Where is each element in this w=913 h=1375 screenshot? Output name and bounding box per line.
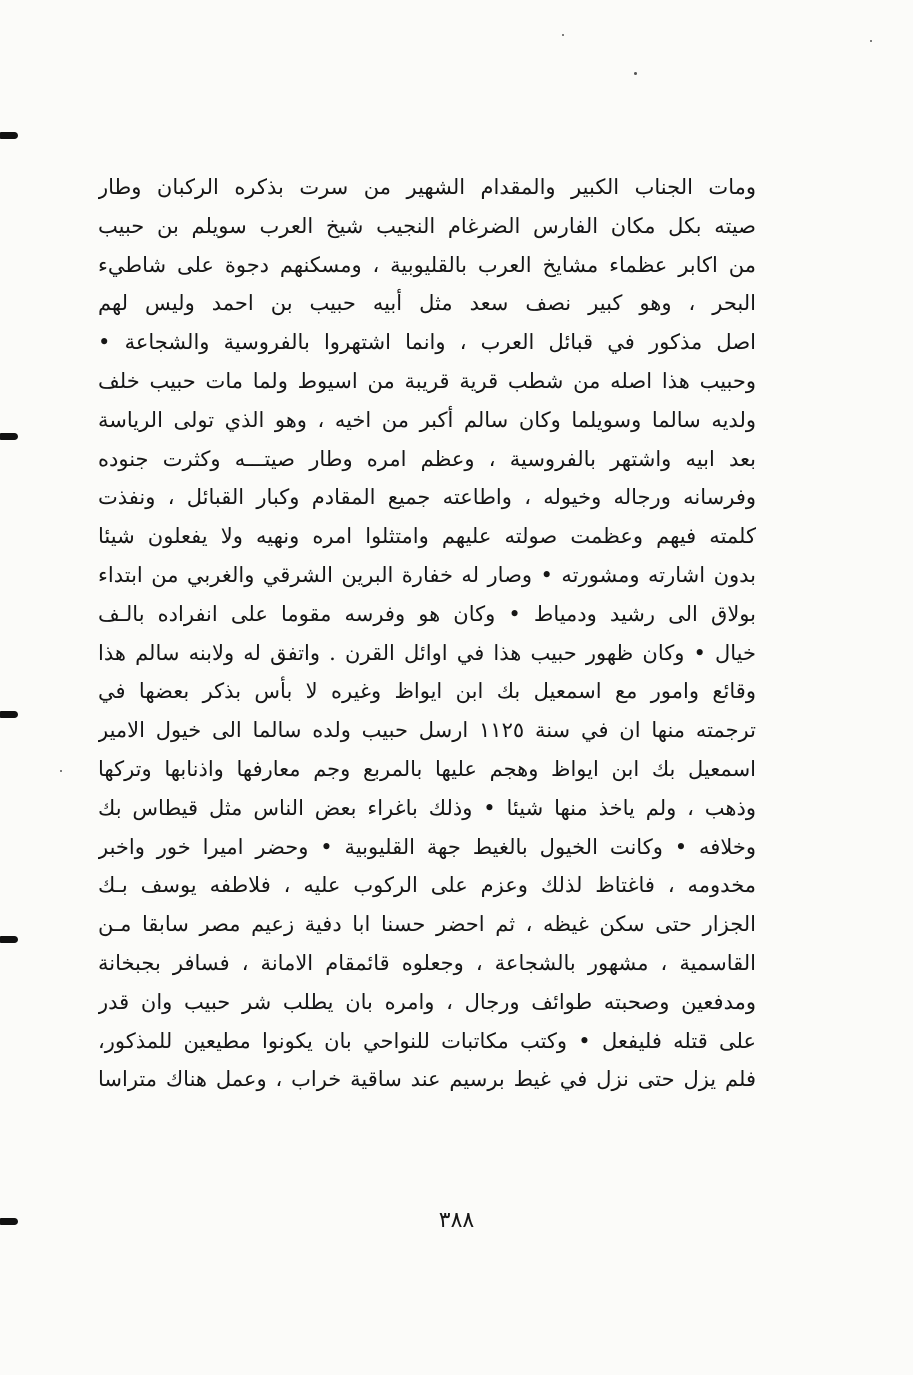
page-number: ٣٨٨	[438, 1208, 475, 1233]
text-line: على قتله فليفعل • وكتب مكاتبات للنواحي بان يكونوا مطيعين للمذكور،	[98, 1028, 756, 1053]
text-line: خيال • وكان ظهور حبيب هذا في اوائل القرن . واتفق له ولابنه سالم هذا	[98, 640, 756, 665]
text-line: وقائع وامور مع اسمعيل بك ابن ايواظ وغيره لا بأس بذكر بعضها في	[98, 679, 756, 704]
text-line: اسمعيل بك ابن ايواظ وهجم عليها بالمربع وجم معارفها واذنابها وتركها	[98, 756, 756, 781]
text-line: وخلافه • وكانت الخيول بالغيط جهة القليوبية • وحضر اميرا خور واخبر	[98, 834, 756, 859]
text-line: اصل مذكور في قبائل العرب ، وانما اشتهروا بالفروسية والشجاعة •	[98, 330, 756, 355]
binding-mark	[0, 433, 18, 440]
text-line: الجزار حتى سكن غيظه ، ثم احضر حسنا ابا دفية زعيم مصر سابقا مـن	[98, 912, 756, 937]
scan-speck	[634, 72, 637, 75]
text-line: من اكابر عظماء مشايخ العرب بالقليوبية ، ومسكنهم دجوة على شاطيء	[98, 252, 756, 277]
text-line: وذهب ، ولم ياخذ منها شيئا • وذلك باغراء بعض الناس مثل قيطاس بك	[98, 795, 756, 820]
text-line: وفرسانه ورجاله وخيوله ، واطاعته جميع المقادم وكبار القبائل ، ونفذت	[98, 485, 756, 510]
scan-speck	[60, 770, 62, 772]
text-line: البحر ، وهو كبير نصف سعد مثل أبيه حبيب بن احمد وليس لهم	[98, 291, 756, 316]
text-line: صيته بكل مكان الفارس الضرغام النجيب شيخ العرب سويلم بن حبيب	[98, 213, 756, 238]
binding-mark	[0, 936, 18, 943]
body-text	[98, 168, 756, 1099]
text-line: القاسمية ، مشهور بالشجاعة ، وجعلوه قائمقام الامانة ، فسافر بجبخانة	[98, 950, 756, 975]
text-line: ترجمته منها ان في سنة ١١٢٥ ارسل حبيب ولده سالما الى خيول الامير	[98, 718, 756, 743]
binding-mark	[0, 132, 18, 139]
scan-speck	[562, 34, 564, 36]
text-line: فلم يزل حتى نزل في غيط برسيم عند ساقية خراب ، وعمل هناك متراسا	[98, 1067, 756, 1092]
text-line: بولاق الى رشيد ودمياط • وكان هو وفرسه مقوما على انفراده بالـف	[98, 601, 756, 626]
scan-speck	[870, 40, 872, 42]
text-line: ولديه سالما وسويلما وكان سالم أكبر من اخيه ، وهو الذي تولى الرياسة	[98, 407, 756, 432]
text-line: مخدومه ، فاغتاظ لذلك وعزم على الركوب عليه ، فلاطفه يوسف بـك	[98, 873, 756, 898]
binding-mark	[0, 711, 18, 718]
text-line: ومات الجناب الكبير والمقدام الشهير من سرت بذكره الركبان وطار	[98, 175, 756, 199]
text-line: كلمته فيهم وعظمت صولته عليهم وامتثلوا امره ونهيه ولا يفعلون شيئا	[98, 524, 756, 549]
text-line: بعد ابيه واشتهر بالفروسية ، وعظم امره وطار صيتـــه وكثرت جنوده	[98, 446, 756, 471]
text-line: بدون اشارته ومشورته • وصار له خفارة البرين الشرقي والغربي من ابتداء	[98, 562, 756, 587]
text-line: ومدفعين وصحبته طوائف ورجال ، وامره بان يطلب شر حبيب وان قدر	[98, 989, 756, 1014]
text-line: وحبيب هذا اصله من شطب قرية قريبة من اسيوط ولما مات حبيب خلف	[98, 368, 756, 393]
